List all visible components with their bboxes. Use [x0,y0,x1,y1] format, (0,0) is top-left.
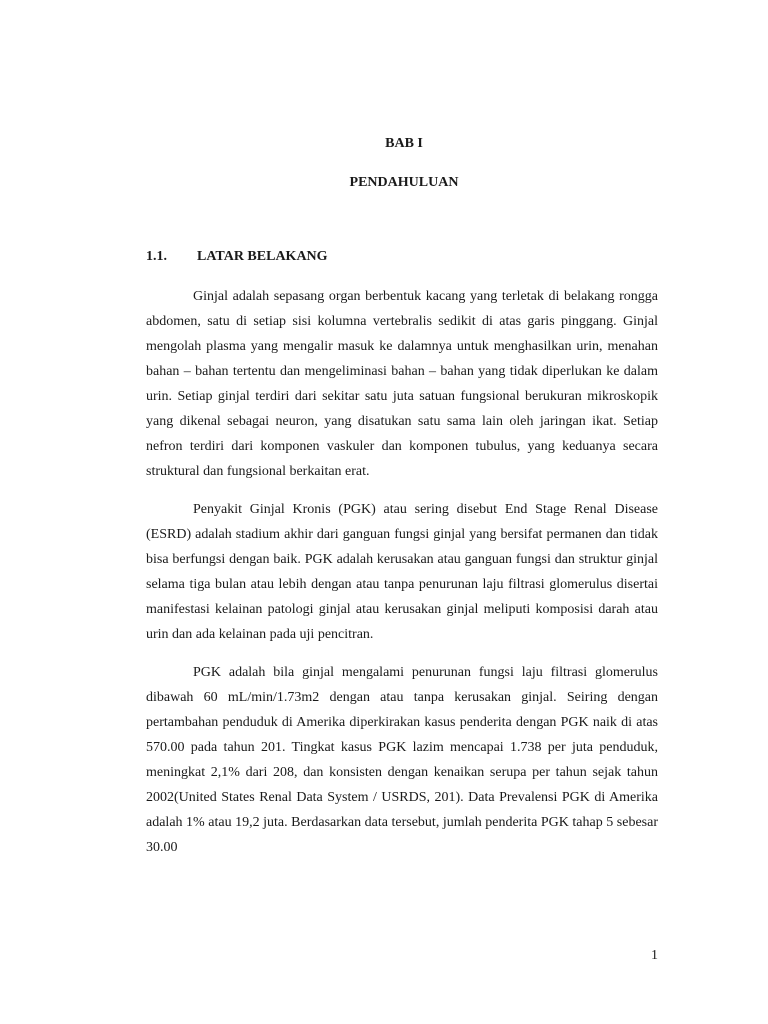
paragraph: PGK adalah bila ginjal mengalami penurunan fungsi laju filtrasi glomerulus dibawah 60 mL/min/1.73m2 dengan atau tanpa kerusakan ginjal. Seiring dengan pertambahan penduduk di Amerika diperkirakan kasus penderita dengan PGK naik di atas 570.00 pada tahun 201. Tingkat kasus PGK lazim mencapai 1.738 per juta penduduk, meningkat 2,1% dari 208, dan konsisten dengan kenaikan serupa per tahun sejak tahun 2002(United States Renal Data System / USRDS, 201). Data Prevalensi PGK di Amerika adalah 1% atau 19,2 juta. Berdasarkan data tersebut, jumlah penderita PGK tahap 5 sebesar 30.00 [146,665,658,855]
section-heading [146,249,328,265]
body-text [146,284,658,873]
chapter-title: PENDAHULUAN [349,175,459,190]
section-title: LATAR BELAKANG [197,249,328,264]
paragraph: Penyakit Ginjal Kronis (PGK) atau sering disebut End Stage Renal Disease (ESRD) adalah stadium akhir dari ganguan fungsi ginjal yang bersifat permanen dan tidak bisa berfungsi dengan baik. PGK adalah kerusakan atau ganguan fungsi dan struktur ginjal selama tiga bulan atau lebih dengan atau tanpa penurunan laju filtrasi glomerulus disertai manifestasi kelainan patologi ginjal atau kerusakan ginjal meliputi komposisi darah atau urin dan ada kelainan pada uji pencitran. [146,502,658,642]
section-number: 1.1. [146,249,167,264]
chapter-number: BAB I [385,136,423,151]
paragraph: Ginjal adalah sepasang organ berbentuk kacang yang terletak di belakang rongga abdomen, satu di setiap sisi kolumna vertebralis sedikit di atas garis pinggang. Ginjal mengolah plasma yang mengalir masuk ke dalamnya untuk menghasilkan urin, menahan bahan – bahan tertentu dan mengeliminasi bahan – bahan yang tidak diperlukan ke dalam urin. Setiap ginjal terdiri dari sekitar satu juta satuan fungsional berukuran mikroskopik yang dikenal sebagai neuron, yang disatukan satu sama lain oleh jaringan ikat. Setiap nefron terdiri dari komponen vaskuler dan komponen tubulus, yang keduanya secara struktural dan fungsional berkaitan erat. [146,289,658,479]
page-number: 1 [651,948,658,963]
